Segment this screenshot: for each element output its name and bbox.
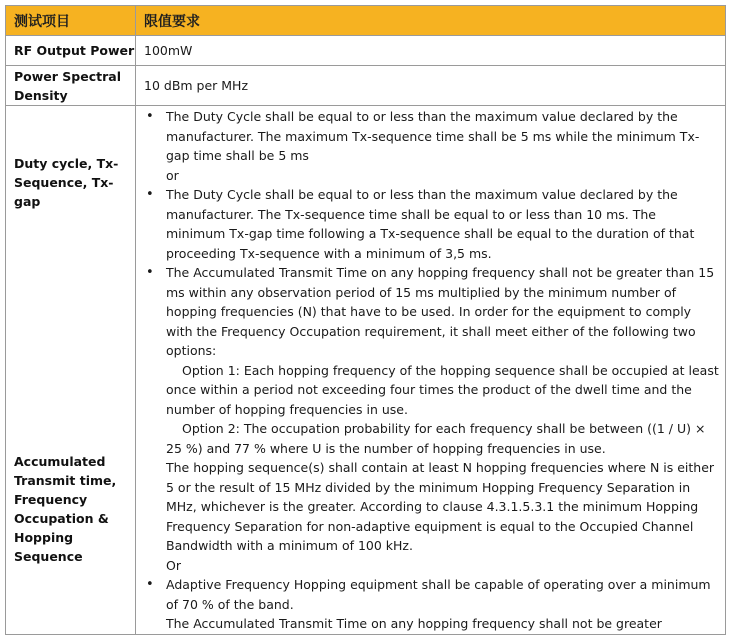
accumulated-line1: Accumulated: [14, 454, 106, 469]
accumulated-line5: Hopping: [14, 530, 74, 545]
duty-cycle-line3: gap: [14, 194, 41, 209]
row-label-duty-cycle: [14, 106, 135, 211]
trailing-text: The Accumulated Transmit Time on any hopping frequency shall not be greater: [166, 616, 662, 631]
hopping-sequence-text: The hopping sequence(s) shall contain at least N hopping frequencies where N is either 5 or the result of 15 MHz divided by the minimum Hopping Frequency Separation in MHz, whichever is the greater. According to clause 4.3.1.5.3.1 the minimum Hopping Frequency Separation for non-adaptive equipment is equal to the Occupied Channel Bandwidth with a minimum of 100 kHz.: [166, 460, 715, 553]
row-label-psd-line2: Density: [14, 87, 68, 103]
header-limit-requirement: 限值要求: [136, 6, 726, 36]
list-item: • Adaptive Frequency Hopping equipment shall be capable of operating over a minimum of 70 % of the band.: [144, 575, 719, 614]
or-separator: Or: [166, 557, 181, 573]
accumulated-line3: Frequency: [14, 492, 88, 507]
row-label-accumulated: [14, 211, 135, 566]
list-item: • The Accumulated Transmit Time on any hopping frequency shall not be greater than 15 ms within any observation period of 15 ms multiplied by the minimum number of hopping frequencies (N) that have to be used. In order for the equipment to comply with the Frequency Occupation requirement, it shall meet either of the following two options:: [144, 263, 719, 361]
row-value-requirements: [136, 106, 726, 635]
row-value-psd: 10 dBm per MHz: [136, 66, 726, 106]
table-row: [6, 66, 726, 106]
list-item: • The Duty Cycle shall be equal to or less than the maximum value declared by the manufacturer. The maximum Tx-sequence time shall be 5 ms while the minimum Tx-gap time shall be 5 ms: [144, 107, 719, 166]
requirements-list: [144, 185, 719, 361]
duty-cycle-line2: Sequence, Tx-: [14, 175, 114, 190]
row-label-psd: [6, 66, 136, 106]
table-header-row: [6, 6, 726, 36]
requirements-table: [5, 5, 726, 635]
table-row: [6, 106, 726, 635]
option-2-text: Option 2: The occupation probability for each frequency shall be between ((1 / U) × 25 %) and 77 % where U is the number of hopping frequencies in use.: [166, 421, 706, 456]
table-row: [6, 36, 726, 66]
list-item: • The Duty Cycle shall be equal to or less than the maximum value declared by the manufacturer. The Tx-sequence time shall be equal to or less than 10 ms. The minimum Tx-gap time following a Tx-sequence shall be equal to the duration of that proceeding Tx-sequence with a minimum of 3,5 ms.: [144, 185, 719, 263]
row-labels-stacked: [6, 106, 136, 635]
accumulated-line2: Transmit time,: [14, 473, 117, 488]
duty-cycle-line1: Duty cycle, Tx-: [14, 156, 119, 171]
row-label-rf-output-power: RF Output Power: [6, 36, 136, 66]
accumulated-line6: Sequence: [14, 549, 83, 564]
row-value-rf-output-power: 100mW: [136, 36, 726, 66]
option-1-text: Option 1: Each hopping frequency of the hopping sequence shall be occupied at least once within a period not exceeding four times the product of the dwell time and the number of hopping frequencies in use.: [166, 362, 719, 417]
requirements-list: [144, 107, 719, 166]
accumulated-line4: Occupation &: [14, 511, 109, 526]
row-label-psd-line1: Power Spectral: [14, 68, 121, 84]
or-separator: or: [166, 167, 179, 183]
header-test-item: 测试项目: [6, 6, 136, 36]
requirements-list: [144, 575, 719, 614]
